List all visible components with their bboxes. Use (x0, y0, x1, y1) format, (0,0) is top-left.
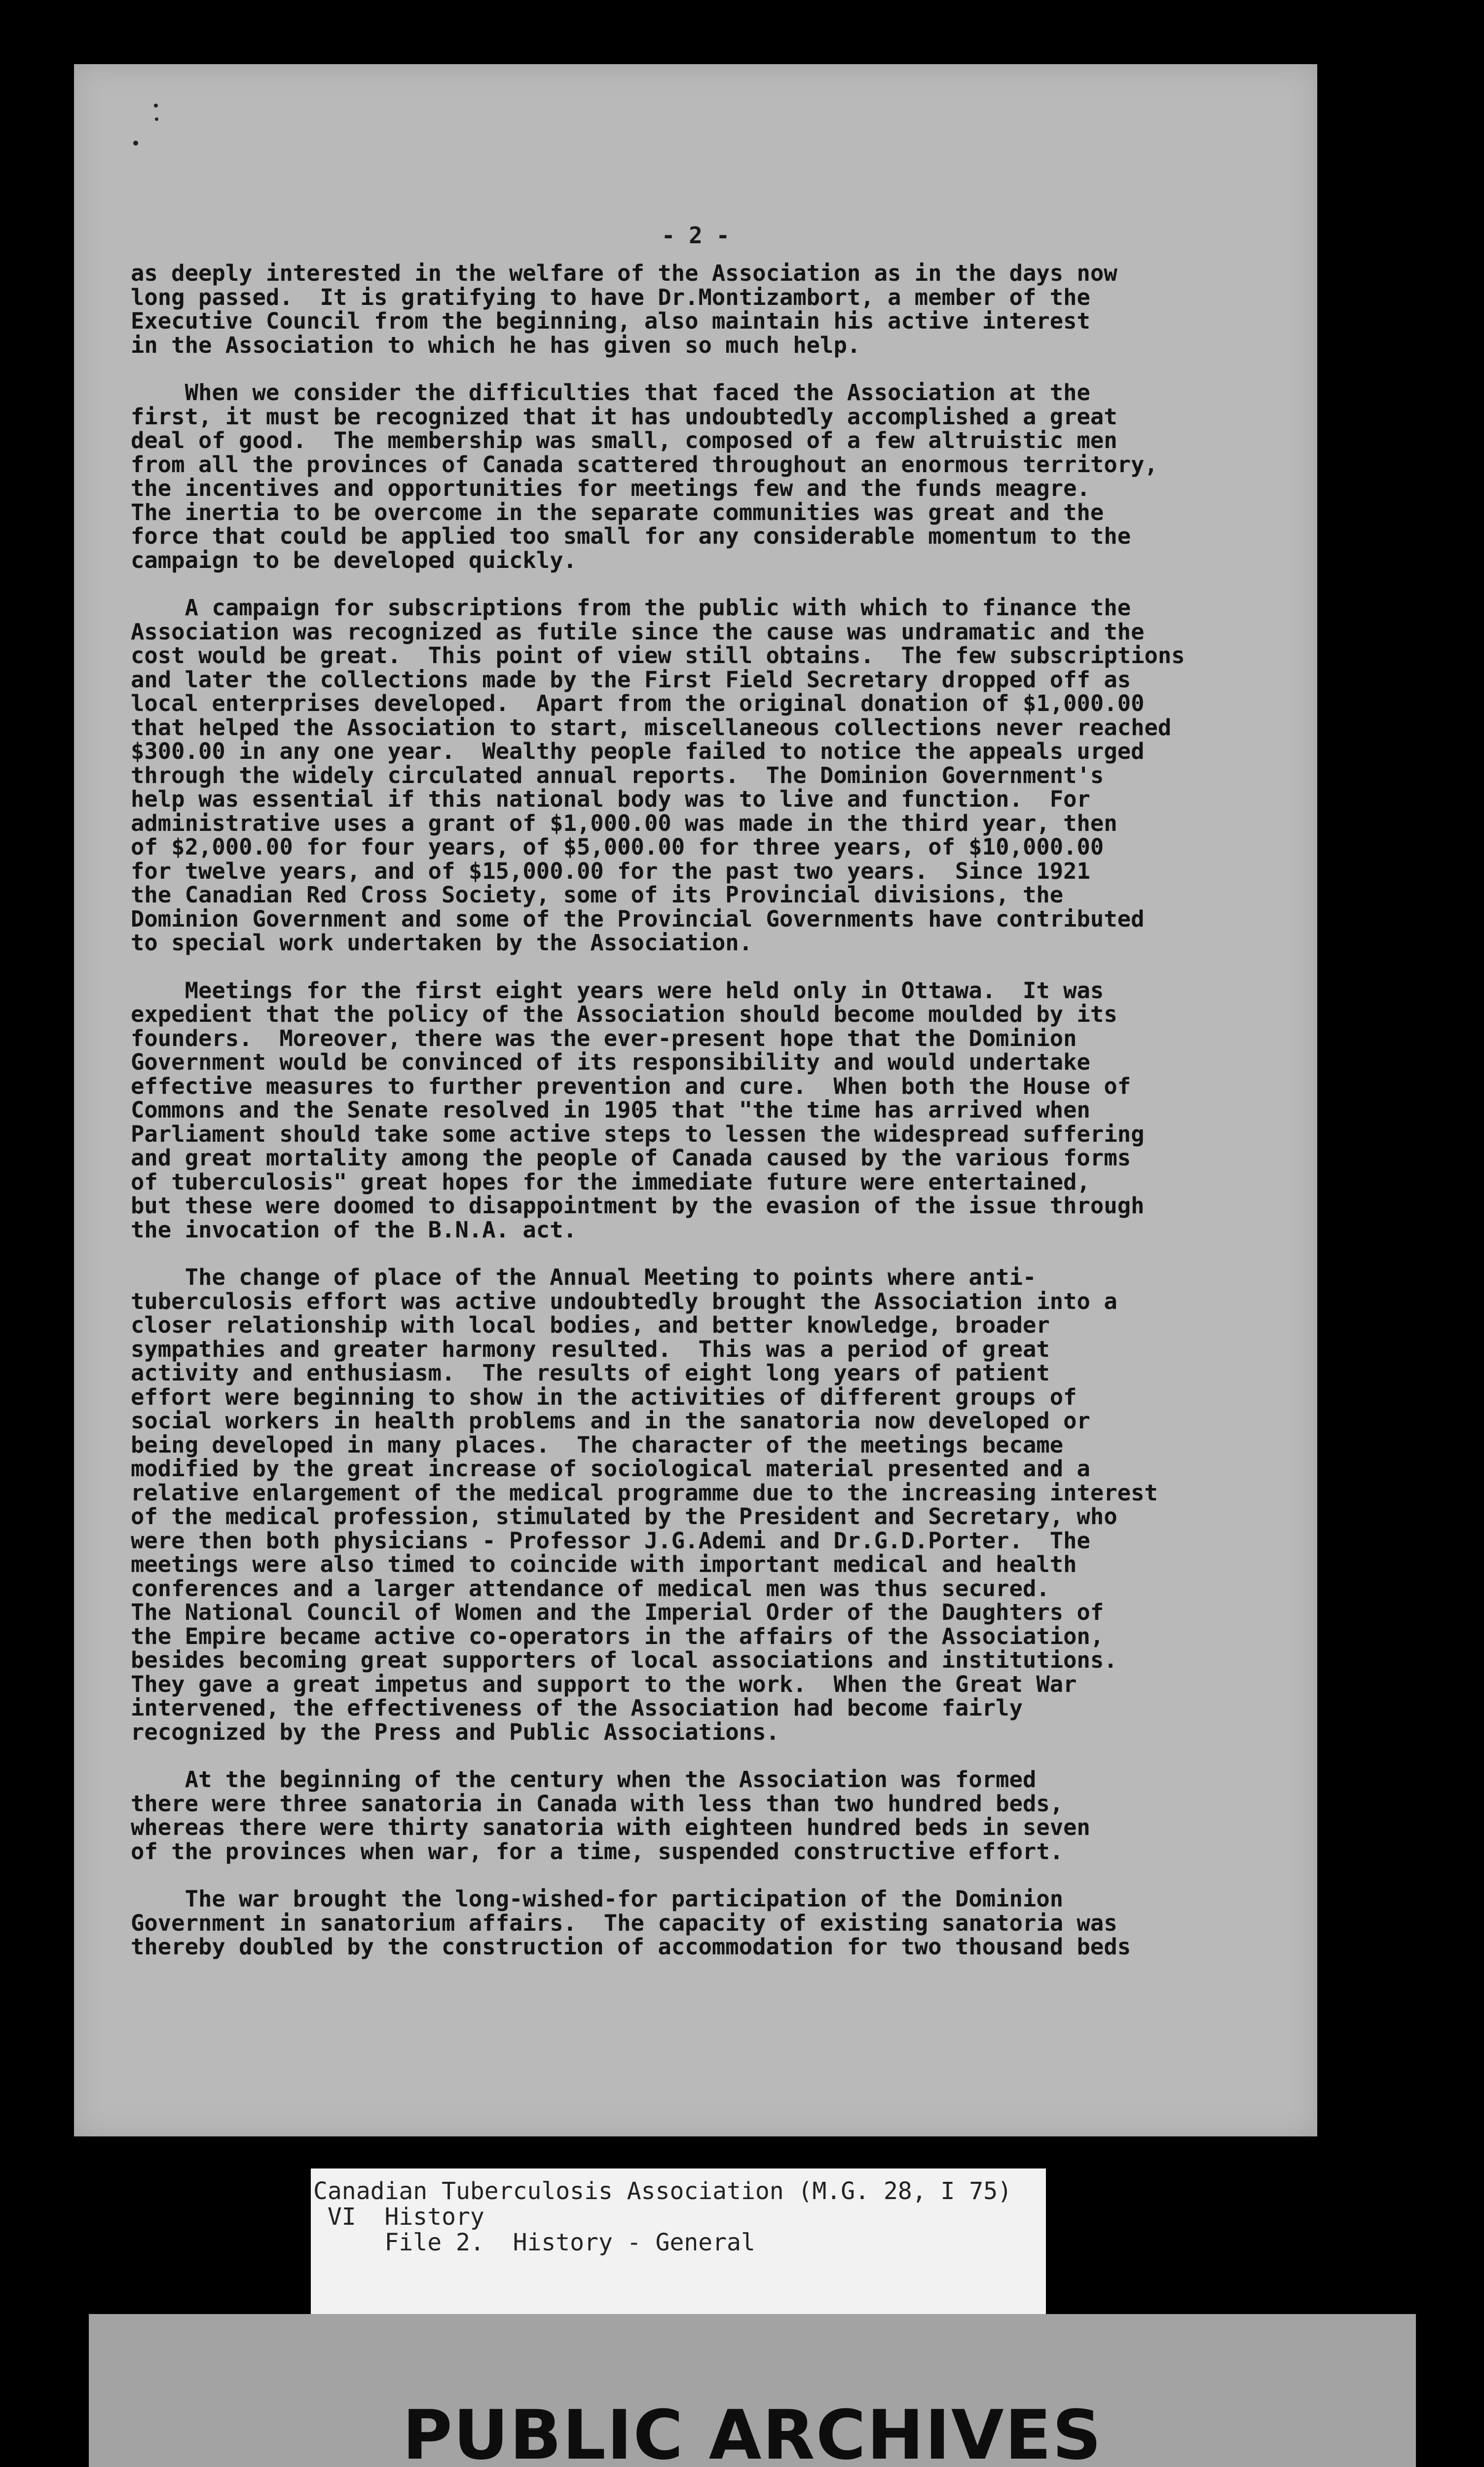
text-line: Parliament should take some active steps to lessen the widespread suffering (131, 1121, 1145, 1147)
text-line: Government in sanatorium affairs. The capacity of existing sanatoria was (131, 1909, 1117, 1936)
text-line: the Canadian Red Cross Society, some of its Provincial divisions, the (131, 882, 1064, 908)
text-line: Government would be convinced of its responsibility and would undertake (131, 1049, 1090, 1075)
text-line: Association was recognized as futile since the cause was undramatic and the (131, 618, 1145, 645)
text-line: founders. Moreover, there was the ever-present hope that the Dominion (131, 1025, 1077, 1051)
text-line: The change of place of the Annual Meeting to points where anti- (131, 1264, 1037, 1290)
text-line: Commons and the Senate resolved in 1905 that "the time has arrived when (131, 1097, 1090, 1123)
text-line: administrative uses a grant of $1,000.00 was made in the third year, then (131, 810, 1117, 836)
text-line: besides becoming great supporters of local associations and institutions. (131, 1647, 1117, 1673)
text-line: A campaign for subscriptions from the public with which to finance the (131, 595, 1131, 621)
text-line: Meetings for the first eight years were held only in Ottawa. It was (131, 977, 1104, 1004)
text-line: effective measures to further prevention and cure. When both the House of (131, 1073, 1131, 1099)
text-line: sympathies and greater harmony resulted. This was a period of great (131, 1336, 1050, 1362)
archives-stamp (89, 2314, 1416, 2467)
text-line: through the widely circulated annual reports. The Dominion Government's (131, 762, 1104, 788)
text-line: modified by the great increase of sociological material presented and a (131, 1456, 1090, 1482)
text-line: effort were beginning to show in the activities of different groups of (131, 1383, 1077, 1410)
text-line: $300.00 in any one year. Wealthy people failed to notice the appeals urged (131, 738, 1145, 764)
text-line: of tuberculosis" great hopes for the immediate future were entertained, (131, 1168, 1090, 1195)
text-line: tuberculosis effort was active undoubtedly brought the Association into a (131, 1288, 1117, 1314)
archive-reference-label (311, 2168, 1046, 2336)
text-line: of $2,000.00 for four years, of $5,000.00 for three years, of $10,000.00 (131, 834, 1104, 860)
text-line: there were three sanatoria in Canada with less than two hundred beds, (131, 1790, 1064, 1817)
label-line-fonds: Canadian Tuberculosis Association (M.G. 28, I 75) (313, 2177, 1012, 2205)
paragraph (131, 1887, 1265, 1959)
page-number: - 2 - (661, 222, 730, 249)
text-line: local enterprises developed. Apart from the original donation of $1,000.00 (131, 690, 1145, 716)
stamp-line-english: PUBLIC ARCHIVES (402, 2395, 1103, 2467)
text-line: recognized by the Press and Public Associations. (131, 1719, 779, 1745)
text-line: whereas there were thirty sanatoria with eighteen hundred beds in seven (131, 1814, 1090, 1840)
label-line-series: VI History (313, 2203, 484, 2231)
text-line: and later the collections made by the First Field Secretary dropped off as (131, 666, 1131, 693)
text-line: activity and enthusiasm. The results of eight long years of patient (131, 1360, 1050, 1386)
text-line: help was essential if this national body was to live and function. For (131, 786, 1090, 812)
text-line: Executive Council from the beginning, also maintain his active interest (131, 308, 1090, 334)
text-line: cost would be great. This point of view still obtains. The few subscriptions (131, 642, 1185, 669)
document-body (131, 262, 1265, 1983)
text-line: thereby doubled by the construction of accommodation for two thousand beds (131, 1934, 1131, 1960)
text-line: meetings were also timed to coincide with important medical and health (131, 1551, 1077, 1577)
page-speck (133, 141, 138, 146)
paragraph (131, 262, 1265, 357)
text-line: but these were doomed to disappointment by the evasion of the issue through (131, 1193, 1145, 1219)
text-line: of the provinces when war, for a time, suspended constructive effort. (131, 1838, 1064, 1865)
text-line: and great mortality among the people of Canada caused by the various forms (131, 1145, 1131, 1171)
label-line-file: File 2. History - General (313, 2229, 755, 2256)
paragraph (131, 1266, 1265, 1744)
text-line: The war brought the long-wished-for participation of the Dominion (131, 1886, 1064, 1912)
text-line: from all the provinces of Canada scattered throughout an enormous territory, (131, 451, 1158, 478)
text-line: in the Association to which he has given so much help. (131, 332, 861, 358)
text-line: social workers in health problems and in the sanatoria now developed or (131, 1408, 1090, 1434)
text-line: first, it must be recognized that it has undoubtedly accomplished a great (131, 403, 1117, 430)
text-line: The National Council of Women and the Imperial Order of the Daughters of (131, 1599, 1104, 1625)
text-line: long passed. It is gratifying to have Dr.Montizambort, a member of the (131, 284, 1090, 310)
text-line: conferences and a larger attendance of medical men was thus secured. (131, 1575, 1050, 1602)
text-line: At the beginning of the century when the Association was formed (131, 1766, 1037, 1793)
paragraph (131, 979, 1265, 1242)
text-line: intervened, the effectiveness of the Association had become fairly (131, 1695, 1023, 1721)
text-line: the Empire became active co-operators in the affairs of the Association, (131, 1623, 1104, 1649)
text-line: for twelve years, and of $15,000.00 for the past two years. Since 1921 (131, 858, 1090, 884)
text-line: the invocation of the B.N.A. act. (131, 1216, 577, 1243)
text-line: to special work undertaken by the Association. (131, 930, 753, 956)
paragraph (131, 381, 1265, 572)
text-line: as deeply interested in the welfare of the Association as in the days now (131, 260, 1117, 286)
text-line: force that could be applied too small for any considerable momentum to the (131, 523, 1131, 549)
text-line: closer relationship with local bodies, and better knowledge, broader (131, 1312, 1050, 1338)
text-line: Dominion Government and some of the Provincial Governments have contributed (131, 905, 1145, 932)
page-speck (155, 117, 158, 121)
text-line: They gave a great impetus and support to the work. When the Great War (131, 1671, 1077, 1697)
document-page (74, 64, 1317, 2136)
paragraph (131, 596, 1265, 955)
paragraph (131, 1768, 1265, 1864)
page-speck (154, 104, 158, 108)
text-line: campaign to be developed quickly. (131, 547, 577, 573)
text-line: The inertia to be overcome in the separate communities was great and the (131, 499, 1104, 525)
text-line: deal of good. The membership was small, composed of a few altruistic men (131, 427, 1117, 453)
text-line: expedient that the policy of the Association should become moulded by its (131, 1001, 1117, 1027)
text-line: being developed in many places. The character of the meetings became (131, 1431, 1064, 1458)
text-line: that helped the Association to start, miscellaneous collections never reached (131, 714, 1172, 741)
text-line: When we consider the difficulties that faced the Association at the (131, 379, 1090, 406)
text-line: were then both physicians - Professor J.G.Ademi and Dr.G.D.Porter. The (131, 1527, 1090, 1554)
text-line: of the medical profession, stimulated by the President and Secretary, who (131, 1503, 1117, 1530)
text-line: relative enlargement of the medical programme due to the increasing interest (131, 1479, 1158, 1506)
text-line: the incentives and opportunities for meetings few and the funds meagre. (131, 475, 1090, 501)
